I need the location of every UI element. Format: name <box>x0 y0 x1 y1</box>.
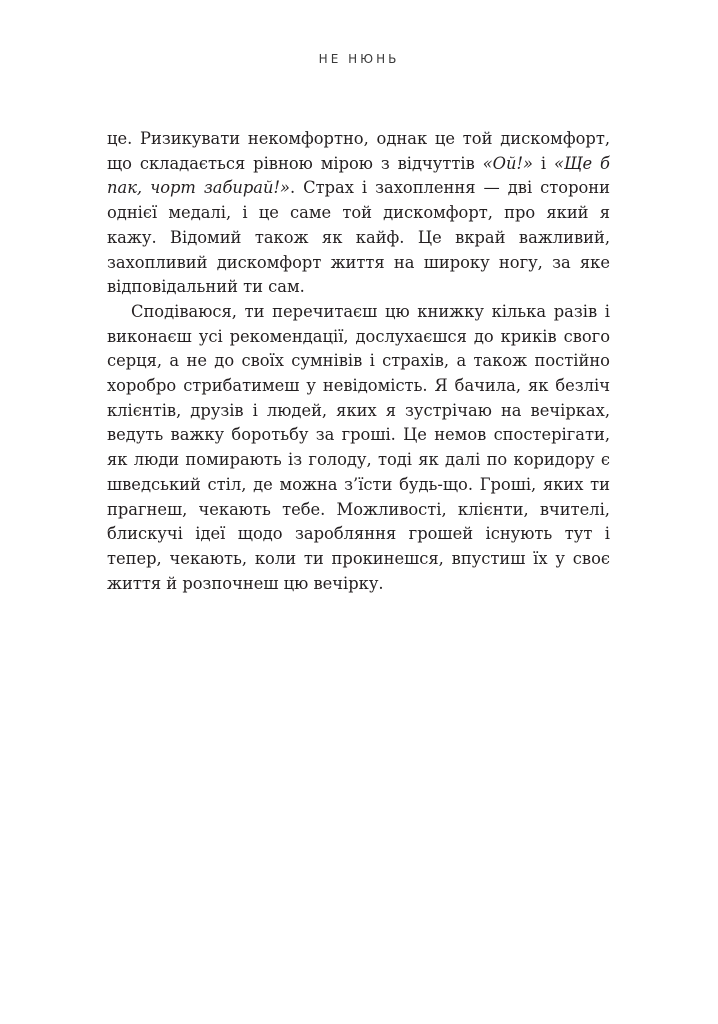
paragraph-1 <box>107 127 610 300</box>
paragraph-1-text-a: це. Ризикувати некомфортно, однак це той дискомфорт, що складається рівною мірою з відчуттів <box>107 129 610 173</box>
body-text <box>107 127 610 596</box>
paragraph-2: Сподіваюся, ти перечитаєш цю книжку кілька разів і виконаєш усі рекомендації, дослухаєшся до криків свого серця, а не до своїх сумнівів і страхів, а також постійно хоробро стрибатимеш у невідомість. Я бачила, як безліч клієнтів, друзів і людей, яких я зустрічаю на вечірках, ведуть важку боротьбу за гроші. Це немов спостерігати, як люди помирають із голоду, тоді як далі по коридору є шведський стіл, де можна з’їсти будь-що. Гроші, яких ти прагнеш, чекають тебе. Можливості, клієнти, вчителі, блискучі ідеї щодо заробляння грошей існують тут і тепер, чекають, коли ти прокинешся, впустиш їх у своє життя й розпочнеш цю вечірку. <box>107 301 610 593</box>
paragraph-1-italic-a: «Ой!» <box>482 153 533 173</box>
running-head: НЕ НЮНЬ <box>318 52 400 66</box>
paragraph-1-text-b: і <box>532 153 554 173</box>
paragraph-1-text-c: . Страх і захоплення — дві сторони однієї медалі, і це саме той дискомфорт, про який я кажу. Відомий також як кайф. Це вкрай важливий, захопливий дискомфорт життя на широку ногу, за яке відповідальний ти сам. <box>107 178 610 297</box>
paragraph-1-italic-b: «Ще б пак, чорт забирай!» <box>107 153 610 198</box>
